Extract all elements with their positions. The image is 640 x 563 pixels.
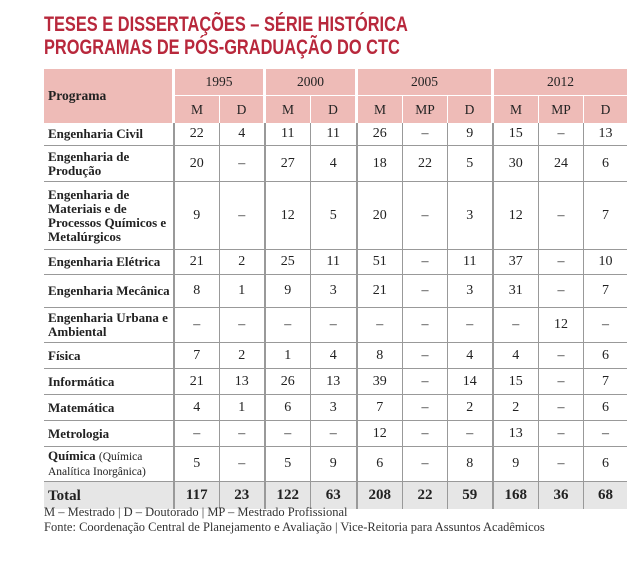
value-cell: 21 [357, 275, 403, 308]
value-cell: – [539, 343, 584, 369]
value-cell: – [403, 250, 448, 275]
value-cell: – [448, 421, 493, 447]
value-cell: 12 [265, 182, 311, 250]
legend-footnote: M – Mestrado | D – Doutorado | MP – Mestrado Profissional [44, 505, 348, 519]
value-cell: 13 [311, 369, 357, 395]
program-name: Engenharia Mecânica [48, 283, 170, 298]
value-cell: 36 [539, 482, 584, 510]
value-cell: – [403, 421, 448, 447]
value-cell: 6 [584, 343, 628, 369]
subcolumn-header: D [311, 96, 357, 124]
theses-table [44, 69, 627, 509]
value-cell: 24 [539, 146, 584, 182]
value-cell: 11 [311, 123, 357, 146]
value-cell: 9 [265, 275, 311, 308]
table-row [44, 250, 627, 275]
value-cell: 7 [584, 182, 628, 250]
value-cell: – [403, 123, 448, 146]
value-cell: – [220, 146, 265, 182]
value-cell: 37 [493, 250, 539, 275]
program-name: Engenharia de Materiais e de Processos Químicos e Metalúrgicos [48, 186, 167, 244]
table-row [44, 343, 627, 369]
value-cell: 21 [174, 250, 220, 275]
value-cell: 7 [174, 343, 220, 369]
value-cell: 168 [493, 482, 539, 510]
value-cell: – [539, 369, 584, 395]
value-cell: 117 [174, 482, 220, 510]
value-cell: – [403, 447, 448, 482]
value-cell: 27 [265, 146, 311, 182]
value-cell: 68 [584, 482, 628, 510]
value-cell: – [220, 182, 265, 250]
value-cell: – [220, 308, 265, 343]
value-cell: 12 [539, 308, 584, 343]
value-cell: 4 [174, 395, 220, 421]
value-cell: 59 [448, 482, 493, 510]
value-cell: 39 [357, 369, 403, 395]
value-cell: – [403, 395, 448, 421]
value-cell: 4 [311, 343, 357, 369]
value-cell: 1 [265, 343, 311, 369]
value-cell: 23 [220, 482, 265, 510]
value-cell: 8 [174, 275, 220, 308]
value-cell: – [403, 308, 448, 343]
value-cell: 9 [493, 447, 539, 482]
value-cell: 3 [448, 275, 493, 308]
year-header: 2012 [493, 69, 628, 96]
value-cell: 11 [265, 123, 311, 146]
value-cell: 10 [584, 250, 628, 275]
program-name: Física [48, 347, 81, 363]
value-cell: 26 [357, 123, 403, 146]
value-cell: 13 [493, 421, 539, 447]
value-cell: 5 [448, 146, 493, 182]
program-name: Engenharia Urbana e Ambiental [48, 310, 168, 339]
program-name: Engenharia Elétrica [48, 254, 161, 269]
value-cell: 20 [357, 182, 403, 250]
program-name: Química [48, 448, 96, 463]
table-row [44, 395, 627, 421]
value-cell: – [265, 421, 311, 447]
value-cell: 2 [493, 395, 539, 421]
program-name: Engenharia de Produção [48, 148, 130, 178]
value-cell: 2 [448, 395, 493, 421]
program-header: Programa [44, 69, 174, 123]
subcolumn-header: M [265, 96, 311, 124]
value-cell: – [539, 447, 584, 482]
subcolumn-header: M [174, 96, 220, 124]
subcolumn-header: D [448, 96, 493, 124]
subcolumn-header: MP [403, 96, 448, 124]
value-cell: – [174, 308, 220, 343]
value-cell: 20 [174, 146, 220, 182]
title-line-1: TESES E DISSERTAÇÕES – SÉRIE HISTÓRICA [44, 13, 408, 36]
value-cell: 6 [265, 395, 311, 421]
value-cell: 11 [448, 250, 493, 275]
value-cell: 22 [403, 146, 448, 182]
value-cell: 14 [448, 369, 493, 395]
table-row [44, 123, 627, 146]
value-cell: – [539, 123, 584, 146]
value-cell: 3 [311, 275, 357, 308]
subcolumn-header: M [357, 96, 403, 124]
value-cell: 7 [584, 369, 628, 395]
value-cell: 9 [311, 447, 357, 482]
value-cell: – [493, 308, 539, 343]
value-cell: – [311, 421, 357, 447]
subcolumn-header: MP [539, 96, 584, 124]
value-cell: 2 [220, 343, 265, 369]
value-cell: 18 [357, 146, 403, 182]
value-cell: 2 [220, 250, 265, 275]
value-cell: – [584, 308, 628, 343]
value-cell: 4 [311, 146, 357, 182]
title-line-2: PROGRAMAS DE PÓS-GRADUAÇÃO DO CTC [44, 36, 400, 59]
value-cell: – [220, 447, 265, 482]
value-cell: – [174, 421, 220, 447]
value-cell: 9 [448, 123, 493, 146]
value-cell: – [357, 308, 403, 343]
value-cell: 30 [493, 146, 539, 182]
value-cell: 6 [357, 447, 403, 482]
program-note: (Química Analítica Inorgânica) [48, 451, 146, 478]
value-cell: 51 [357, 250, 403, 275]
value-cell: 122 [265, 482, 311, 510]
value-cell: 8 [357, 343, 403, 369]
year-header: 2005 [357, 69, 493, 96]
value-cell: – [539, 421, 584, 447]
value-cell: 9 [174, 182, 220, 250]
value-cell: 12 [357, 421, 403, 447]
table-row [44, 421, 627, 447]
value-cell: 3 [448, 182, 493, 250]
value-cell: 11 [311, 250, 357, 275]
value-cell: 22 [174, 123, 220, 146]
value-cell: 13 [220, 369, 265, 395]
table-row [44, 275, 627, 308]
value-cell: 12 [493, 182, 539, 250]
value-cell: 15 [493, 123, 539, 146]
program-name: Matemática [48, 399, 115, 415]
value-cell: 6 [584, 447, 628, 482]
program-name: Total [48, 487, 81, 504]
value-cell: 4 [493, 343, 539, 369]
table-row [44, 146, 627, 182]
value-cell: 31 [493, 275, 539, 308]
value-cell: 4 [448, 343, 493, 369]
value-cell: 15 [493, 369, 539, 395]
value-cell: 63 [311, 482, 357, 510]
value-cell: – [539, 275, 584, 308]
value-cell: 6 [584, 146, 628, 182]
value-cell: 22 [403, 482, 448, 510]
table-row [44, 447, 627, 482]
value-cell: 1 [220, 275, 265, 308]
program-name: Metrologia [48, 425, 110, 441]
value-cell: – [311, 308, 357, 343]
source-footnote: Fonte: Coordenação Central de Planejamento e Avaliação | Vice-Reitoria para Assuntos Acadêmicos [44, 520, 545, 534]
value-cell: – [539, 395, 584, 421]
value-cell: – [403, 369, 448, 395]
value-cell: – [403, 275, 448, 308]
value-cell: 5 [265, 447, 311, 482]
subcolumn-header: D [220, 96, 265, 124]
subcolumn-header: D [584, 96, 628, 124]
subcolumn-header: M [493, 96, 539, 124]
table-row [44, 182, 627, 250]
value-cell: 26 [265, 369, 311, 395]
table-row [44, 369, 627, 395]
value-cell: 5 [174, 447, 220, 482]
value-cell: 1 [220, 395, 265, 421]
value-cell: – [539, 250, 584, 275]
program-name: Engenharia Civil [48, 126, 143, 141]
value-cell: – [220, 421, 265, 447]
value-cell: – [584, 421, 628, 447]
value-cell: 208 [357, 482, 403, 510]
value-cell: 7 [357, 395, 403, 421]
value-cell: – [403, 182, 448, 250]
value-cell: – [539, 182, 584, 250]
program-name: Informática [48, 373, 115, 389]
value-cell: 6 [584, 395, 628, 421]
value-cell: 13 [584, 123, 628, 146]
year-header: 1995 [174, 69, 265, 96]
value-cell: 25 [265, 250, 311, 275]
value-cell: 21 [174, 369, 220, 395]
value-cell: – [448, 308, 493, 343]
value-cell: 8 [448, 447, 493, 482]
value-cell: 4 [220, 123, 265, 146]
year-header: 2000 [265, 69, 357, 96]
value-cell: – [265, 308, 311, 343]
table-row [44, 308, 627, 343]
value-cell: 3 [311, 395, 357, 421]
value-cell: 7 [584, 275, 628, 308]
value-cell: 5 [311, 182, 357, 250]
value-cell: – [403, 343, 448, 369]
